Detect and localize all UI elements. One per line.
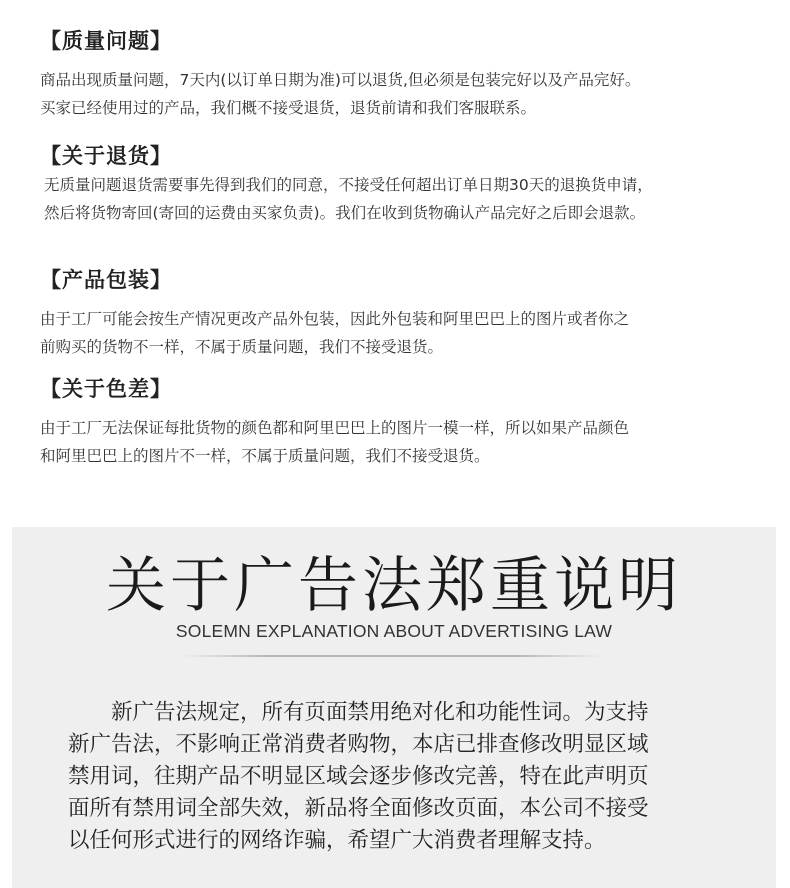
policy-section-color-difference — [40, 374, 760, 470]
section-text-line: 由于工厂无法保证每批货物的颜色都和阿里巴巴上的图片一模一样，所以如果产品颜色 — [40, 419, 630, 437]
section-text-line: 然后将货物寄回(寄回的运费由买家负责)。我们在收到货物确认产品完好之后即会退款。 — [44, 204, 646, 222]
section-title-packaging: 【产品包装】 — [40, 268, 172, 292]
advertising-law-notice-panel — [12, 527, 776, 888]
section-text-line: 无质量问题退货需要事先得到我们的同意，不接受任何超出订单日期30天的退换货申请， — [44, 176, 653, 194]
section-text-line: 前购买的货物不一样，不属于质量问题，我们不接受退货。 — [40, 338, 444, 356]
notice-title: 关于广告法郑重说明 — [106, 551, 682, 621]
notice-divider — [182, 655, 602, 657]
policy-section-quality — [40, 26, 760, 122]
policy-section-returns — [40, 141, 760, 227]
notice-text-line: 新广告法，不影响正常消费者购物，本店已排查修改明显区域 — [68, 732, 649, 757]
section-text-line: 由于工厂可能会按生产情况更改产品外包装，因此外包装和阿里巴巴上的图片或者你之 — [40, 310, 630, 328]
policy-section-packaging — [40, 265, 760, 361]
section-text-line: 买家已经使用过的产品，我们概不接受退货，退货前请和我们客服联系。 — [40, 99, 537, 117]
notice-text-line: 新广告法规定，所有页面禁用绝对化和功能性词。为支持 — [111, 700, 649, 725]
section-text-line: 商品出现质量问题，7天内(以订单日期为准)可以退货,但必须是包装完好以及产品完好。 — [40, 71, 641, 89]
notice-subtitle: SOLEMN EXPLANATION ABOUT ADVERTISING LAW — [175, 621, 613, 641]
notice-text-line: 面所有禁用词全部失效，新品将全面修改页面，本公司不接受 — [68, 796, 649, 821]
section-title-returns: 【关于退货】 — [40, 144, 172, 168]
section-title-quality: 【质量问题】 — [40, 29, 172, 53]
notice-body — [68, 697, 728, 857]
section-text-line: 和阿里巴巴上的图片不一样，不属于质量问题，我们不接受退货。 — [40, 447, 490, 465]
section-title-color-difference: 【关于色差】 — [40, 377, 172, 401]
notice-text-line: 禁用词，往期产品不明显区域会逐步修改完善，特在此声明页 — [68, 764, 649, 789]
notice-text-line: 以任何形式进行的网络诈骗，希望广大消费者理解支持。 — [68, 828, 606, 853]
